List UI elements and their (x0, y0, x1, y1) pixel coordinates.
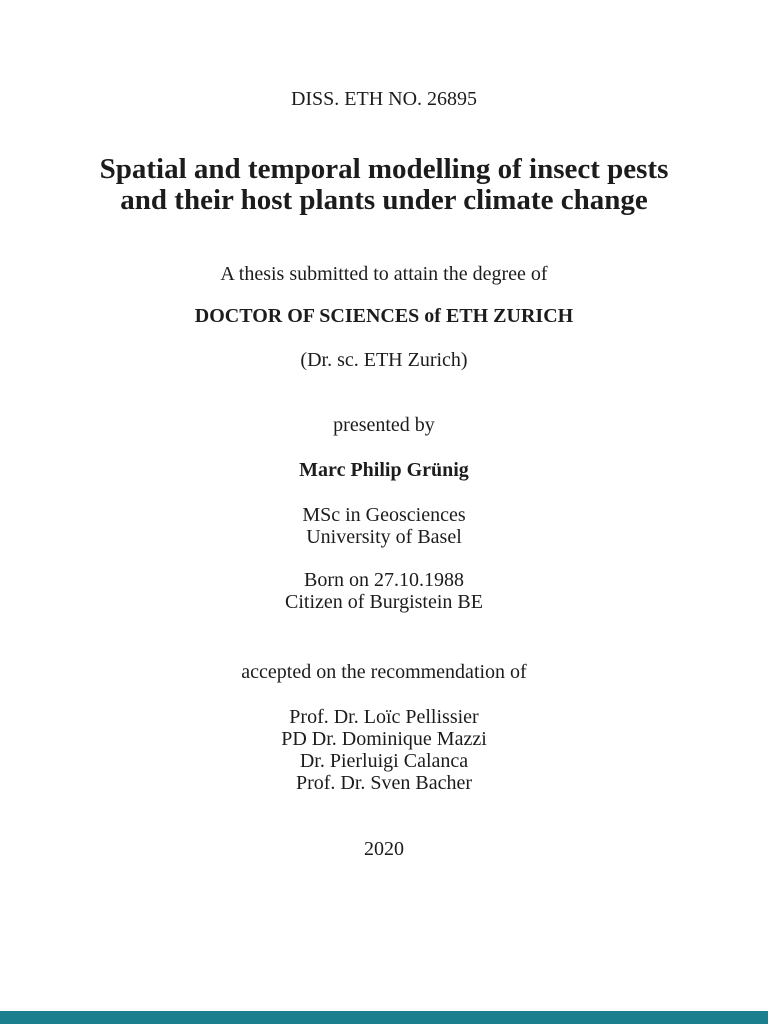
committee-list (0, 706, 768, 794)
committee-member: Dr. Pierluigi Calanca (299, 750, 469, 772)
committee-member: Prof. Dr. Sven Bacher (295, 772, 473, 794)
author-university: University of Basel (306, 526, 462, 548)
publication-year: 2020 (364, 838, 404, 860)
thesis-title (0, 154, 768, 216)
author-birthdate: Born on 27.10.1988 (304, 569, 464, 591)
author-origin (0, 569, 768, 613)
author-education (0, 504, 768, 548)
viewer-bottom-bar (0, 1011, 768, 1024)
submission-line: A thesis submitted to attain the degree of (220, 263, 548, 285)
author-credential: MSc in Geosciences (302, 504, 466, 526)
degree-name: DOCTOR OF SCIENCES of ETH ZURICH (194, 305, 574, 327)
presented-by-label: presented by (333, 414, 435, 436)
author-name: Marc Philip Grünig (299, 459, 469, 481)
diss-number: DISS. ETH NO. 26895 (290, 88, 478, 110)
thesis-title-line2: and their host plants under climate change (120, 184, 648, 216)
committee-member: PD Dr. Dominique Mazzi (281, 728, 487, 750)
degree-abbreviation: (Dr. sc. ETH Zurich) (300, 349, 468, 371)
author-citizenship: Citizen of Burgistein BE (285, 591, 483, 613)
thesis-title-line1: Spatial and temporal modelling of insect pests (99, 153, 669, 185)
committee-member: Prof. Dr. Loïc Pellissier (289, 706, 479, 728)
accepted-line: accepted on the recommendation of (241, 661, 527, 683)
